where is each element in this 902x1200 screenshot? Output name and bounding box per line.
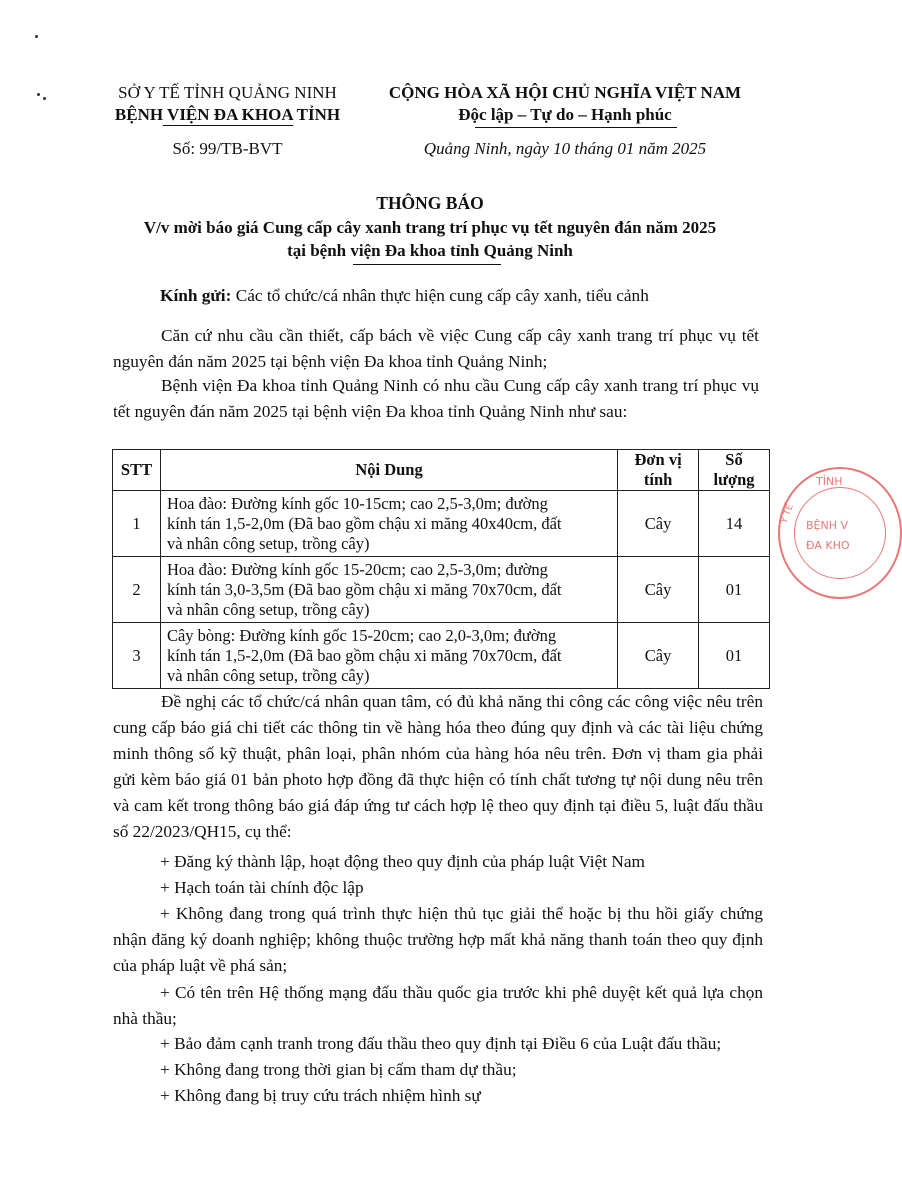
seal-text-top: TỈNH <box>816 475 843 488</box>
scan-speck <box>35 35 38 38</box>
recipient-label: Kính gửi: <box>160 286 232 305</box>
row-desc-line: Hoa đào: Đường kính gốc 15-20cm; cao 2,5-3,0m; đường <box>166 559 548 579</box>
official-seal <box>778 467 902 599</box>
col-header-qty-line2: lượng <box>713 470 755 489</box>
row-stt: 1 <box>113 491 161 557</box>
motto: Độc lập – Tự do – Hạnh phúc <box>458 105 672 124</box>
intro-paragraph-1: Căn cứ nhu cầu cần thiết, cấp bách về việc Cung cấp cây xanh trang trí phục vụ tết nguyên đán năm 2025 tại bệnh viện Đa khoa tỉnh Quảng Ninh; <box>113 326 759 371</box>
col-header-unit-line2: tính <box>643 470 673 489</box>
criteria-item: + Hạch toán tài chính độc lập <box>160 878 364 897</box>
scan-speck <box>37 93 40 96</box>
request-paragraph: Đề nghị các tổ chức/cá nhân quan tâm, có đủ khả năng thi công các công việc nêu trên cung cấp báo giá chi tiết các thông tin về hàng hóa theo đúng quy định và các tài liệu chứng minh thông số kỹ thuật, phân loại, phân nhóm của hàng hóa nêu trên. Đơn vị tham gia phải gửi kèm báo giá 01 bản photo hợp đồng đã thực hiện có tính chất tương tự nội dung nêu trên và cam kết trong thông báo giá đáp ứng tư cách hợp lệ theo quy định tại điều 5, luật đấu thầu số 22/2023/QH15, cụ thể: <box>113 692 763 841</box>
row-qty: 14 <box>699 491 770 557</box>
col-header-unit <box>618 450 699 491</box>
criteria-item: + Không đang trong thời gian bị cấm tham dự thầu; <box>160 1060 517 1079</box>
row-desc-line: Cây bòng: Đường kính gốc 15-20cm; cao 2,0-3,0m; đường <box>166 625 557 645</box>
row-desc-line: và nhân công setup, trồng cây) <box>166 533 370 553</box>
row-desc-line: kính tán 1,5-2,0m (Đã bao gồm chậu xi măng 40x40cm, đất <box>166 513 562 533</box>
col-header-stt: STT <box>113 450 161 491</box>
row-qty: 01 <box>699 623 770 689</box>
scan-speck <box>43 97 46 100</box>
col-header-unit-line1: Đơn vị <box>634 450 682 469</box>
row-desc-line: kính tán 1,5-2,0m (Đã bao gồm chậu xi măng 70x70cm, đất <box>166 645 562 665</box>
doc-subject-line2: tại bệnh viện Đa khoa tỉnh Quảng Ninh <box>287 241 573 260</box>
row-qty: 01 <box>699 557 770 623</box>
row-desc-line: và nhân công setup, trồng cây) <box>166 599 370 619</box>
header-left <box>95 82 360 126</box>
row-stt: 2 <box>113 557 161 623</box>
row-unit: Cây <box>618 623 699 689</box>
intro-paragraph-2: Bệnh viện Đa khoa tỉnh Quảng Ninh có nhu cầu Cung cấp cây xanh trang trí phục vụ tết nguyên đán năm 2025 tại bệnh viện Đa khoa tỉnh Quảng Ninh như sau: <box>113 376 759 421</box>
table-header-row <box>113 450 770 491</box>
row-unit: Cây <box>618 557 699 623</box>
recipient-text: Các tổ chức/cá nhân thực hiện cung cấp cây xanh, tiểu cảnh <box>235 286 649 305</box>
table-row <box>113 557 770 623</box>
seal-text-left: Y TẾ <box>779 503 796 525</box>
doc-title: THÔNG BÁO <box>376 193 484 213</box>
criteria-item: + Đăng ký thành lập, hoạt động theo quy định của pháp luật Việt Nam <box>160 852 645 871</box>
criteria-item: + Bảo đảm cạnh tranh trong đấu thầu theo quy định tại Điều 6 của Luật đấu thầu; <box>160 1034 722 1053</box>
row-desc-line: và nhân công setup, trồng cây) <box>166 665 370 685</box>
criteria-item: + Không đang trong quá trình thực hiện thủ tục giải thể hoặc bị thu hồi giấy chứng nhận đăng ký doanh nghiệp; không thuộc trường hợp mất khả năng thanh toán theo quy định của pháp luật về phá sản; <box>113 904 763 975</box>
seal-inner-ring <box>794 487 886 579</box>
table-row <box>113 491 770 557</box>
hospital-name: BỆNH VIỆN ĐA KHOA TỈNH <box>114 105 341 124</box>
subject-underline <box>353 264 501 265</box>
hospital-underline <box>163 125 293 126</box>
row-description <box>160 491 617 557</box>
table-row <box>113 623 770 689</box>
place-date: Quảng Ninh, ngày 10 tháng 01 năm 2025 <box>423 139 707 158</box>
country-name: CỘNG HÒA XÃ HỘI CHỦ NGHĨA VIỆT NAM <box>388 83 742 102</box>
agency-name: SỞ Y TẾ TỈNH QUẢNG NINH <box>118 83 337 102</box>
doc-subject-line1: V/v mời báo giá Cung cấp cây xanh trang trí phục vụ tết nguyên đán năm 2025 <box>143 218 717 237</box>
criteria-item: + Có tên trên Hệ thống mạng đấu thầu quốc gia trước khi phê duyệt kết quả lựa chọn nhà thầu; <box>113 983 763 1028</box>
row-description <box>160 557 617 623</box>
motto-underline <box>475 127 677 128</box>
col-header-qty <box>699 450 770 491</box>
col-header-content: Nội Dung <box>160 450 617 491</box>
col-header-qty-line1: Số <box>725 450 743 469</box>
row-description <box>160 623 617 689</box>
row-unit: Cây <box>618 491 699 557</box>
doc-number: Số: 99/TB-BVT <box>172 139 283 158</box>
criteria-item: + Không đang bị truy cứu trách nhiệm hình sự <box>160 1086 481 1105</box>
items-table <box>112 449 770 689</box>
row-desc-line: Hoa đào: Đường kính gốc 10-15cm; cao 2,5-3,0m; đường <box>166 493 548 513</box>
row-stt: 3 <box>113 623 161 689</box>
seal-text-mid2: ĐA KHO <box>806 539 850 552</box>
recipient <box>160 285 780 307</box>
row-desc-line: kính tán 3,0-3,5m (Đã bao gồm chậu xi măng 70x70cm, đất <box>166 579 562 599</box>
seal-text-mid1: BỆNH V <box>806 519 849 532</box>
